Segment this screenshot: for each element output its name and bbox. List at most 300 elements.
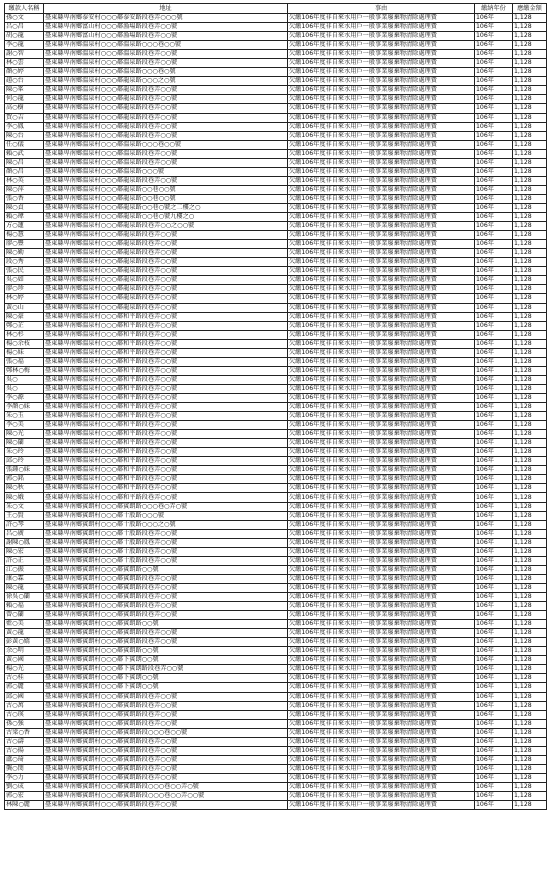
table-row: [5, 366, 547, 375]
cell-amount: 1,128: [513, 611, 547, 620]
cell-address: 臺東縣卑南鄉溫泉村○○○鄰和平路段巷弄○○號: [44, 448, 288, 457]
cell-address: 臺東縣卑南鄉賓朗村○○○鄰下賓朗路段巷弄○○號: [44, 665, 288, 674]
table-row: [5, 502, 547, 511]
cell-amount: 1,128: [513, 773, 547, 782]
cell-reason: 欠繳106年度非自來水用戶一般事業廢棄物清除處理費: [288, 538, 475, 547]
cell-reason: 欠繳106年度非自來水用戶一般事業廢棄物清除處理費: [288, 792, 475, 801]
cell-year: 106年: [475, 647, 513, 656]
table-row: [5, 484, 547, 493]
cell-year: 106年: [475, 303, 513, 312]
table-row: [5, 466, 547, 475]
cell-amount: 1,128: [513, 357, 547, 366]
table-row: [5, 303, 547, 312]
table-row: [5, 620, 547, 629]
cell-amount: 1,128: [513, 158, 547, 167]
cell-amount: 1,128: [513, 430, 547, 439]
cell-payer-name: 楊○余枝: [5, 339, 44, 348]
table-row: [5, 638, 547, 647]
cell-payer-name: 曾○蘭: [5, 611, 44, 620]
cell-address: 臺東縣卑南鄉賓朗村○○○鄰賓朗路段巷弄○○號: [44, 629, 288, 638]
cell-reason: 欠繳106年度非自來水用戶一般事業廢棄物清除處理費: [288, 167, 475, 176]
cell-reason: 欠繳106年度非自來水用戶一般事業廢棄物清除處理費: [288, 312, 475, 321]
table-header: [5, 4, 547, 14]
table-row: [5, 312, 547, 321]
cell-year: 106年: [475, 719, 513, 728]
cell-reason: 欠繳106年度非自來水用戶一般事業廢棄物清除處理費: [288, 366, 475, 375]
cell-amount: 1,128: [513, 366, 547, 375]
table-row: [5, 656, 547, 665]
table-row: [5, 167, 547, 176]
cell-amount: 1,128: [513, 348, 547, 357]
cell-address: 臺東縣卑南鄉溫泉村○○○鄰溫泉路段巷弄○○號: [44, 59, 288, 68]
cell-reason: 欠繳106年度非自來水用戶一般事業廢棄物清除處理費: [288, 267, 475, 276]
cell-year: 106年: [475, 393, 513, 402]
cell-address: 臺東縣卑南鄉溫泉村○○○鄰和平路段巷弄○○號: [44, 430, 288, 439]
cell-year: 106年: [475, 511, 513, 520]
cell-address: 臺東縣卑南鄉溫泉村○○○鄰龍泉路段巷弄○○號: [44, 95, 288, 104]
cell-reason: 欠繳106年度非自來水用戶一般事業廢棄物清除處理費: [288, 466, 475, 475]
cell-address: 臺東縣卑南鄉溫泉村○○○鄰和平路段巷弄○○號: [44, 493, 288, 502]
cell-amount: 1,128: [513, 448, 547, 457]
cell-payer-name: 陳○秋: [5, 484, 44, 493]
cell-year: 106年: [475, 321, 513, 330]
cell-amount: 1,128: [513, 484, 547, 493]
cell-address: 臺東縣卑南鄉賓朗村○○○鄰賓朗路段巷弄○○號: [44, 801, 288, 810]
cell-address: 臺東縣卑南鄉溫泉村○○○鄰龍泉路段巷弄○○號: [44, 176, 288, 185]
cell-payer-name: 陳○台: [5, 131, 44, 140]
cell-amount: 1,128: [513, 32, 547, 41]
cell-amount: 1,128: [513, 77, 547, 86]
cell-address: 臺東縣卑南鄉溫泉村○○○鄰溫泉路○○○號: [44, 167, 288, 176]
cell-reason: 欠繳106年度非自來水用戶一般事業廢棄物清除處理費: [288, 321, 475, 330]
cell-payer-name: 謝○智: [5, 50, 44, 59]
cell-reason: 欠繳106年度非自來水用戶一般事業廢棄物清除處理費: [288, 249, 475, 258]
cell-reason: 欠繳106年度非自來水用戶一般事業廢棄物清除處理費: [288, 77, 475, 86]
table-row: [5, 475, 547, 484]
cell-amount: 1,128: [513, 50, 547, 59]
cell-address: 臺東縣卑南鄉溫泉村○○○鄰龍泉路段巷弄○○號: [44, 285, 288, 294]
cell-payer-name: 郭○麗: [5, 683, 44, 692]
cell-address: 臺東縣卑南鄉溫泉村○○○鄰龍泉路段巷弄○○號: [44, 294, 288, 303]
cell-reason: 欠繳106年度非自來水用戶一般事業廢棄物清除處理費: [288, 547, 475, 556]
cell-reason: 欠繳106年度非自來水用戶一般事業廢棄物清除處理費: [288, 439, 475, 448]
table-row: [5, 593, 547, 602]
cell-amount: 1,128: [513, 674, 547, 683]
table-row: [5, 122, 547, 131]
cell-address: 臺東縣卑南鄉溫泉村○○○鄰龍泉路段巷弄○○號: [44, 104, 288, 113]
cell-year: 106年: [475, 565, 513, 574]
cell-reason: 欠繳106年度非自來水用戶一般事業廢棄物清除處理費: [288, 746, 475, 755]
cell-reason: 欠繳106年度非自來水用戶一般事業廢棄物清除處理費: [288, 104, 475, 113]
cell-year: 106年: [475, 185, 513, 194]
cell-year: 106年: [475, 312, 513, 321]
cell-year: 106年: [475, 412, 513, 421]
cell-amount: 1,128: [513, 131, 547, 140]
cell-address: 臺東縣卑南鄉溫泉村○○○鄰龍泉路○○巷○○號: [44, 194, 288, 203]
cell-reason: 欠繳106年度非自來水用戶一般事業廢棄物清除處理費: [288, 131, 475, 140]
cell-payer-name: 張鍾○妹: [5, 466, 44, 475]
cell-payer-name: 鄭○芷: [5, 321, 44, 330]
cell-payer-name: 陳○龍: [5, 583, 44, 592]
cell-reason: 欠繳106年度非自來水用戶一般事業廢棄物清除處理費: [288, 620, 475, 629]
cell-amount: 1,128: [513, 403, 547, 412]
cell-address: 臺東縣卑南鄉溫泉村○○○鄰龍泉路段巷弄○○號: [44, 267, 288, 276]
cell-payer-name: 陳○蘭: [5, 439, 44, 448]
arrears-table: [4, 3, 547, 810]
cell-address: 臺東縣卑南鄉賓朗村○○○鄰賓朗路段巷弄○○號: [44, 611, 288, 620]
cell-year: 106年: [475, 574, 513, 583]
cell-reason: 欠繳106年度非自來水用戶一般事業廢棄物清除處理費: [288, 529, 475, 538]
cell-amount: 1,128: [513, 384, 547, 393]
cell-year: 106年: [475, 593, 513, 602]
table-row: [5, 665, 547, 674]
cell-year: 106年: [475, 384, 513, 393]
cell-reason: 欠繳106年度非自來水用戶一般事業廢棄物清除處理費: [288, 158, 475, 167]
cell-year: 106年: [475, 104, 513, 113]
cell-payer-name: 古○濤: [5, 737, 44, 746]
cell-amount: 1,128: [513, 312, 547, 321]
cell-reason: 欠繳106年度非自來水用戶一般事業廢棄物清除處理費: [288, 782, 475, 791]
cell-payer-name: 黃○龍: [5, 629, 44, 638]
table-row: [5, 674, 547, 683]
table-row: [5, 140, 547, 149]
cell-address: 臺東縣卑南鄉溫泉村○○○鄰和平路段巷弄○○號: [44, 384, 288, 393]
cell-address: 臺東縣卑南鄉溫泉村○○○鄰龍泉路段巷弄○○號: [44, 303, 288, 312]
table-row: [5, 348, 547, 357]
cell-address: 臺東縣卑南鄉溫泉村○○○鄰龍泉路段巷弄○○號: [44, 113, 288, 122]
cell-amount: 1,128: [513, 41, 547, 50]
cell-payer-name: 陳○萍: [5, 185, 44, 194]
cell-year: 106年: [475, 773, 513, 782]
cell-year: 106年: [475, 692, 513, 701]
cell-year: 106年: [475, 14, 513, 23]
cell-reason: 欠繳106年度非自來水用戶一般事業廢棄物清除處理費: [288, 421, 475, 430]
cell-payer-name: 林○杉: [5, 330, 44, 339]
cell-reason: 欠繳106年度非自來水用戶一般事業廢棄物清除處理費: [288, 140, 475, 149]
cell-reason: 欠繳106年度非自來水用戶一般事業廢棄物清除處理費: [288, 773, 475, 782]
cell-year: 106年: [475, 755, 513, 764]
cell-payer-name: 郭○宏: [5, 792, 44, 801]
cell-year: 106年: [475, 538, 513, 547]
table-row: [5, 574, 547, 583]
cell-amount: 1,128: [513, 412, 547, 421]
cell-payer-name: 陳○光: [5, 430, 44, 439]
cell-address: 臺東縣卑南鄉溫泉村○○○鄰龍泉路段巷弄○○號: [44, 86, 288, 95]
cell-amount: 1,128: [513, 95, 547, 104]
cell-year: 106年: [475, 457, 513, 466]
cell-reason: 欠繳106年度非自來水用戶一般事業廢棄物清除處理費: [288, 339, 475, 348]
table-row: [5, 719, 547, 728]
cell-year: 106年: [475, 430, 513, 439]
cell-payer-name: 李顏○妹: [5, 403, 44, 412]
cell-amount: 1,128: [513, 113, 547, 122]
cell-address: 臺東縣卑南鄉溫泉村○○○鄰和平路段巷弄○○號: [44, 348, 288, 357]
table-row: [5, 23, 547, 32]
cell-address: 臺東縣卑南鄉賓朗村○○○鄰賓朗路段巷弄○○號: [44, 737, 288, 746]
cell-amount: 1,128: [513, 285, 547, 294]
cell-address: 臺東縣卑南鄉賓朗村○○○鄰賓朗路段○○○巷○○弄○號: [44, 782, 288, 791]
cell-amount: 1,128: [513, 719, 547, 728]
cell-address: 臺東縣卑南鄉溫泉村○○○鄰龍泉路段巷弄○○號: [44, 231, 288, 240]
cell-reason: 欠繳106年度非自來水用戶一般事業廢棄物清除處理費: [288, 258, 475, 267]
cell-year: 106年: [475, 556, 513, 565]
cell-year: 106年: [475, 656, 513, 665]
cell-reason: 欠繳106年度非自來水用戶一般事業廢棄物清除處理費: [288, 348, 475, 357]
cell-year: 106年: [475, 176, 513, 185]
cell-year: 106年: [475, 529, 513, 538]
cell-reason: 欠繳106年度非自來水用戶一般事業廢棄物清除處理費: [288, 764, 475, 773]
cell-payer-name: 彭黃○嬌: [5, 638, 44, 647]
table-row: [5, 231, 547, 240]
cell-reason: 欠繳106年度非自來水用戶一般事業廢棄物清除處理費: [288, 203, 475, 212]
table-row: [5, 611, 547, 620]
cell-year: 106年: [475, 439, 513, 448]
table-row: [5, 77, 547, 86]
cell-address: 臺東縣卑南鄉溫泉村○○○鄰和平路段巷弄○○號: [44, 403, 288, 412]
cell-year: 106年: [475, 403, 513, 412]
cell-payer-name: 呂○廣: [5, 529, 44, 538]
cell-address: 臺東縣卑南鄉溫泉村○○○鄰龍泉路○○巷○號之二樓之○: [44, 203, 288, 212]
cell-payer-name: 朱○文: [5, 502, 44, 511]
table-row: [5, 41, 547, 50]
cell-year: 106年: [475, 167, 513, 176]
cell-reason: 欠繳106年度非自來水用戶一般事業廢棄物清除處理費: [288, 493, 475, 502]
table-row: [5, 764, 547, 773]
cell-amount: 1,128: [513, 656, 547, 665]
cell-address: 臺東縣卑南鄉溫泉村○○○鄰和平路段巷弄○○號: [44, 312, 288, 321]
cell-payer-name: 李○龍: [5, 41, 44, 50]
table-row: [5, 701, 547, 710]
cell-amount: 1,128: [513, 493, 547, 502]
cell-payer-name: 賴○武: [5, 149, 44, 158]
cell-amount: 1,128: [513, 421, 547, 430]
cell-reason: 欠繳106年度非自來水用戶一般事業廢棄物清除處理費: [288, 737, 475, 746]
cell-address: 臺東縣卑南鄉溫泉村○○○鄰龍泉路段巷弄○○號: [44, 122, 288, 131]
cell-address: 臺東縣卑南鄉賓朗村○○○鄰下賓朗○○號: [44, 683, 288, 692]
cell-address: 臺東縣卑南鄉賓朗村○○○鄰十股路○○○號: [44, 511, 288, 520]
cell-year: 106年: [475, 140, 513, 149]
table-row: [5, 792, 547, 801]
cell-year: 106年: [475, 620, 513, 629]
cell-year: 106年: [475, 665, 513, 674]
table-row: [5, 801, 547, 810]
cell-payer-name: 張○民: [5, 267, 44, 276]
cell-payer-name: 方○蓮: [5, 222, 44, 231]
cell-address: 臺東縣卑南鄉賓朗村○○○鄰賓朗路段巷弄○○號: [44, 602, 288, 611]
cell-reason: 欠繳106年度非自來水用戶一般事業廢棄物清除處理費: [288, 231, 475, 240]
table-row: [5, 737, 547, 746]
table-row: [5, 457, 547, 466]
cell-address: 臺東縣卑南鄉賓朗村○○○鄰賓朗路○○號: [44, 565, 288, 574]
cell-amount: 1,128: [513, 303, 547, 312]
cell-payer-name: 賴○瑋: [5, 213, 44, 222]
cell-address: 臺東縣卑南鄉賓朗村○○○鄰下賓朗○○號: [44, 656, 288, 665]
table-body: [5, 14, 547, 810]
cell-amount: 1,128: [513, 755, 547, 764]
cell-payer-name: 林陳○麗: [5, 801, 44, 810]
cell-payer-name: 顏○婷: [5, 68, 44, 77]
cell-payer-name: 陳○宏: [5, 547, 44, 556]
cell-amount: 1,128: [513, 258, 547, 267]
cell-address: 臺東縣卑南鄉溫泉村○○○鄰龍泉路○○○之○號: [44, 77, 288, 86]
cell-reason: 欠繳106年度非自來水用戶一般事業廢棄物清除處理費: [288, 674, 475, 683]
table-row: [5, 330, 547, 339]
table-row: [5, 213, 547, 222]
cell-amount: 1,128: [513, 185, 547, 194]
table-row: [5, 746, 547, 755]
cell-address: 臺東縣卑南鄉賓朗村○○○鄰十股路段巷弄○○號: [44, 547, 288, 556]
cell-year: 106年: [475, 122, 513, 131]
cell-payer-name: 陳○昌: [5, 158, 44, 167]
cell-address: 臺東縣卑南鄉賓朗村○○○鄰賓朗路段○○○巷○○弄○○號: [44, 792, 288, 801]
table-row: [5, 276, 547, 285]
table-row: [5, 113, 547, 122]
table-row: [5, 728, 547, 737]
cell-year: 106年: [475, 213, 513, 222]
cell-reason: 欠繳106年度非自來水用戶一般事業廢棄物清除處理費: [288, 375, 475, 384]
cell-amount: 1,128: [513, 240, 547, 249]
cell-amount: 1,128: [513, 466, 547, 475]
cell-address: 臺東縣卑南鄉賓朗村○○○鄰賓朗路段巷弄○○號: [44, 746, 288, 755]
cell-year: 106年: [475, 583, 513, 592]
cell-year: 106年: [475, 475, 513, 484]
cell-payer-name: 古○萬: [5, 701, 44, 710]
cell-amount: 1,128: [513, 710, 547, 719]
table-row: [5, 773, 547, 782]
cell-year: 106年: [475, 258, 513, 267]
cell-reason: 欠繳106年度非自來水用戶一般事業廢棄物清除處理費: [288, 565, 475, 574]
table-row: [5, 520, 547, 529]
table-row: [5, 547, 547, 556]
cell-reason: 欠繳106年度非自來水用戶一般事業廢棄物清除處理費: [288, 556, 475, 565]
cell-amount: 1,128: [513, 792, 547, 801]
table-row: [5, 556, 547, 565]
table-row: [5, 357, 547, 366]
cell-payer-name: 賴○福: [5, 602, 44, 611]
table-row: [5, 258, 547, 267]
cell-year: 106年: [475, 194, 513, 203]
cell-payer-name: 廖○豐: [5, 240, 44, 249]
cell-payer-name: 黃○山: [5, 303, 44, 312]
cell-payer-name: 李○美: [5, 421, 44, 430]
cell-year: 106年: [475, 68, 513, 77]
cell-address: 臺東縣卑南鄉溫泉村○○○鄰和平路段巷弄○○號: [44, 466, 288, 475]
table-row: [5, 68, 547, 77]
cell-amount: 1,128: [513, 529, 547, 538]
cell-year: 106年: [475, 520, 513, 529]
cell-year: 106年: [475, 674, 513, 683]
cell-amount: 1,128: [513, 728, 547, 737]
cell-payer-name: 陳○勤: [5, 249, 44, 258]
cell-year: 106年: [475, 493, 513, 502]
header-reason: 事由: [288, 4, 475, 14]
cell-payer-name: 張○香: [5, 194, 44, 203]
cell-address: 臺東縣卑南鄉溫泉村○○○鄰和平路段巷弄○○號: [44, 412, 288, 421]
cell-year: 106年: [475, 547, 513, 556]
cell-address: 臺東縣卑南鄉溫泉村○○○鄰和平路段巷弄○○號: [44, 339, 288, 348]
cell-reason: 欠繳106年度非自來水用戶一般事業廢棄物清除處理費: [288, 638, 475, 647]
cell-reason: 欠繳106年度非自來水用戶一般事業廢棄物清除處理費: [288, 59, 475, 68]
cell-year: 106年: [475, 86, 513, 95]
table-row: [5, 222, 547, 231]
cell-payer-name: 陳○娥: [5, 493, 44, 502]
cell-address: 臺東縣卑南鄉賓朗村○○○鄰十股路段巷弄○○號: [44, 556, 288, 565]
table-row: [5, 131, 547, 140]
cell-payer-name: 林○英: [5, 176, 44, 185]
cell-amount: 1,128: [513, 583, 547, 592]
cell-reason: 欠繳106年度非自來水用戶一般事業廢棄物清除處理費: [288, 701, 475, 710]
cell-amount: 1,128: [513, 801, 547, 810]
cell-address: 臺東縣卑南鄉溫泉村○○○鄰溫泉路段巷弄○○號: [44, 158, 288, 167]
cell-address: 臺東縣卑南鄉溫泉村○○○鄰龍泉路段巷弄○○號: [44, 276, 288, 285]
table-row: [5, 430, 547, 439]
cell-reason: 欠繳106年度非自來水用戶一般事業廢棄物清除處理費: [288, 176, 475, 185]
cell-year: 106年: [475, 792, 513, 801]
cell-amount: 1,128: [513, 565, 547, 574]
cell-amount: 1,128: [513, 23, 547, 32]
cell-address: 臺東縣卑南鄉溫泉村○○○鄰和平路段巷弄○○號: [44, 375, 288, 384]
cell-year: 106年: [475, 149, 513, 158]
cell-address: 臺東縣卑南鄉溫泉村○○○鄰和平路段巷弄○○號: [44, 330, 288, 339]
cell-year: 106年: [475, 285, 513, 294]
cell-address: 臺東縣卑南鄉溫泉村○○○鄰和平路段巷弄○○號: [44, 457, 288, 466]
table-row: [5, 439, 547, 448]
cell-address: 臺東縣卑南鄉賓朗村○○○鄰賓朗路○○號: [44, 620, 288, 629]
cell-amount: 1,128: [513, 330, 547, 339]
cell-year: 106年: [475, 77, 513, 86]
table-row: [5, 710, 547, 719]
cell-reason: 欠繳106年度非自來水用戶一般事業廢棄物清除處理費: [288, 122, 475, 131]
cell-payer-name: 任○儀: [5, 140, 44, 149]
cell-year: 106年: [475, 348, 513, 357]
table-row: [5, 511, 547, 520]
cell-amount: 1,128: [513, 439, 547, 448]
table-row: [5, 267, 547, 276]
table-row: [5, 176, 547, 185]
cell-amount: 1,128: [513, 375, 547, 384]
cell-year: 106年: [475, 683, 513, 692]
table-row: [5, 285, 547, 294]
table-row: [5, 403, 547, 412]
cell-address: 臺東縣卑南鄉富山村○○○鄰漁場路段巷弄○○號: [44, 32, 288, 41]
cell-address: 臺東縣卑南鄉溫泉村○○○鄰溫泉路○○○巷○號: [44, 68, 288, 77]
cell-year: 106年: [475, 629, 513, 638]
cell-year: 106年: [475, 746, 513, 755]
table-row: [5, 755, 547, 764]
cell-amount: 1,128: [513, 538, 547, 547]
cell-reason: 欠繳106年度非自來水用戶一般事業廢棄物清除處理費: [288, 448, 475, 457]
cell-reason: 欠繳106年度非自來水用戶一般事業廢棄物清除處理費: [288, 23, 475, 32]
cell-reason: 欠繳106年度非自來水用戶一般事業廢棄物清除處理費: [288, 185, 475, 194]
cell-address: 臺東縣卑南鄉賓朗村○○○鄰下賓朗○○號: [44, 674, 288, 683]
cell-amount: 1,128: [513, 620, 547, 629]
cell-address: 臺東縣卑南鄉溫泉村○○○鄰龍泉路○○巷○號九樓之○: [44, 213, 288, 222]
cell-address: 臺東縣卑南鄉賓朗村○○○鄰賓朗路段巷弄○○號: [44, 710, 288, 719]
cell-reason: 欠繳106年度非自來水用戶一般事業廢棄物清除處理費: [288, 520, 475, 529]
cell-payer-name: 陳○豪: [5, 312, 44, 321]
cell-address: 臺東縣卑南鄉溫泉村○○○鄰和平路段巷弄○○號: [44, 366, 288, 375]
table-row: [5, 565, 547, 574]
cell-reason: 欠繳106年度非自來水用戶一般事業廢棄物清除處理費: [288, 710, 475, 719]
cell-payer-name: 張○福: [5, 357, 44, 366]
cell-payer-name: 江○振: [5, 565, 44, 574]
cell-address: 臺東縣卑南鄉賓朗村○○○鄰賓朗路段巷弄○○號: [44, 719, 288, 728]
cell-address: 臺東縣卑南鄉賓朗村○○○鄰賓朗路段巷弄○○號: [44, 638, 288, 647]
cell-amount: 1,128: [513, 638, 547, 647]
cell-address: 臺東縣卑南鄉溫泉村○○○鄰溫泉路○○○巷○○號: [44, 41, 288, 50]
cell-payer-name: 孫○文: [5, 14, 44, 23]
cell-payer-name: 吳○: [5, 375, 44, 384]
